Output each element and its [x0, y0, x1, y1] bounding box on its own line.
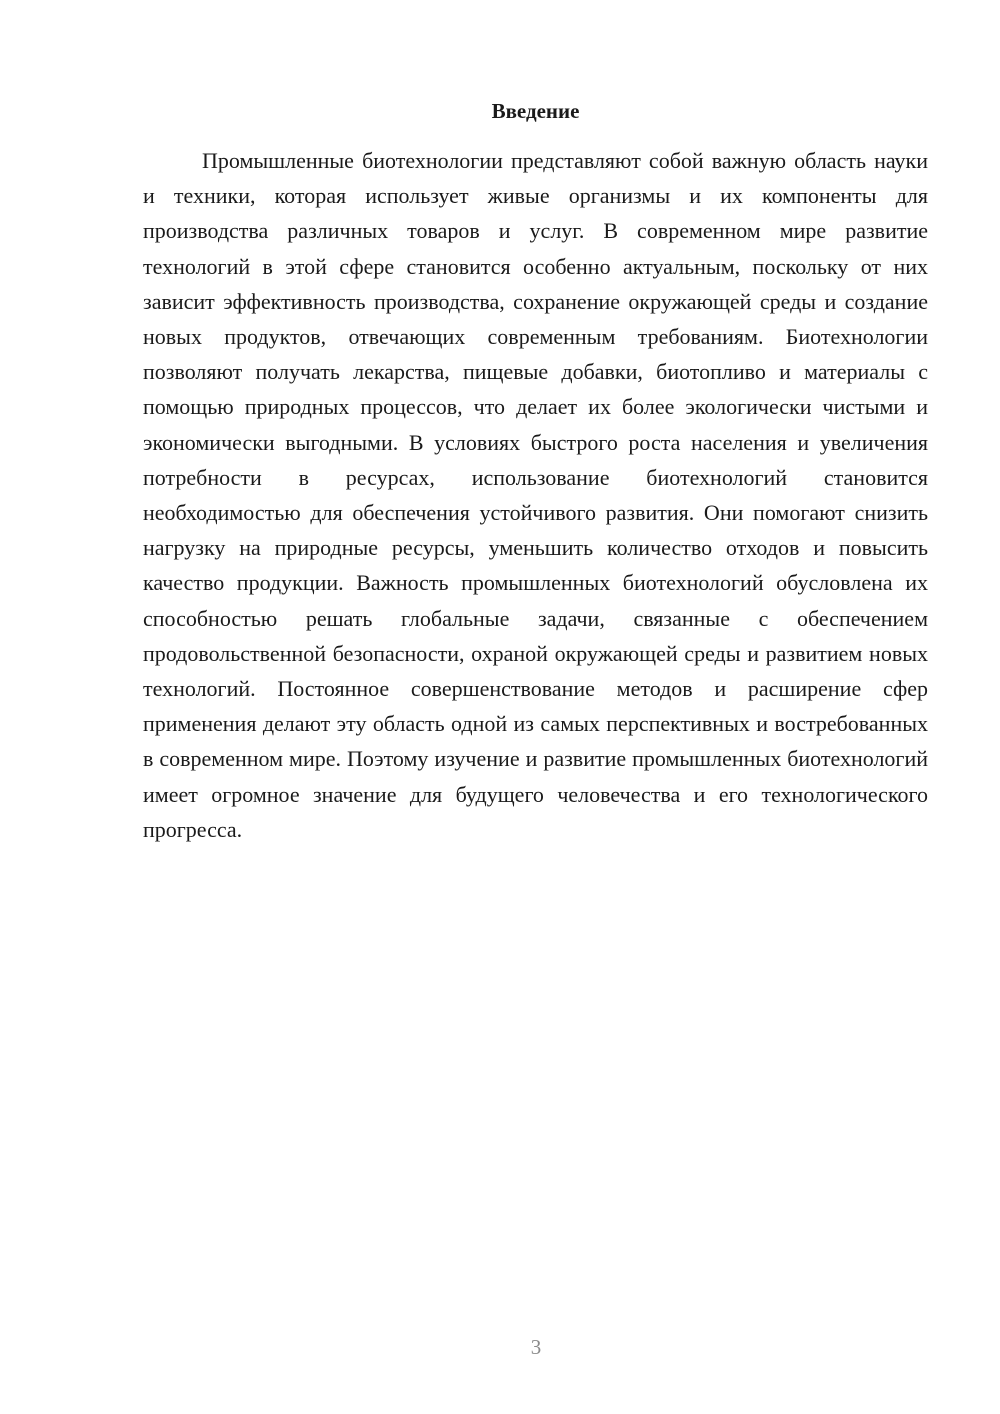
section-heading: Введение	[491, 99, 580, 123]
body-paragraph: Промышленные биотехнологии представляют собой важную область науки и техники, которая использует живые организмы и их компоненты для производства различных товаров и услуг. В современном мире развитие технологий в этой сфере становится особенно актуальным, поскольку от них зависит эффективность производства, сохранение окружающей среды и создание новых продуктов, отвечающих современным требованиям. Биотехнологии позволяют получать лекарства, пищевые добавки, биотопливо и материалы с помощью природных процессов, что делает их более экологически чистыми и экономически выгодными. В условиях быстрого роста населения и увеличения потребности в ресурсах, использование биотехнологий становится необходимостью для обеспечения устойчивого развития. Они помогают снизить нагрузку на природные ресурсы, уменьшить количество отходов и повысить качество продукции. Важность промышленных биотехнологий обусловлена их способностью решать глобальные задачи, связанные с обеспечением продовольственной безопасности, охраной окружающей среды и развитием новых технологий. Постоянное совершенствование методов и расширение сфер применения делают эту область одной из самых перспективных и востребованных в современном мире. Поэтому изучение и развитие промышленных биотехнологий имеет огромное значение для будущего человечества и его технологического прогресса.	[143, 148, 928, 842]
page-number: 3	[530, 1335, 542, 1359]
